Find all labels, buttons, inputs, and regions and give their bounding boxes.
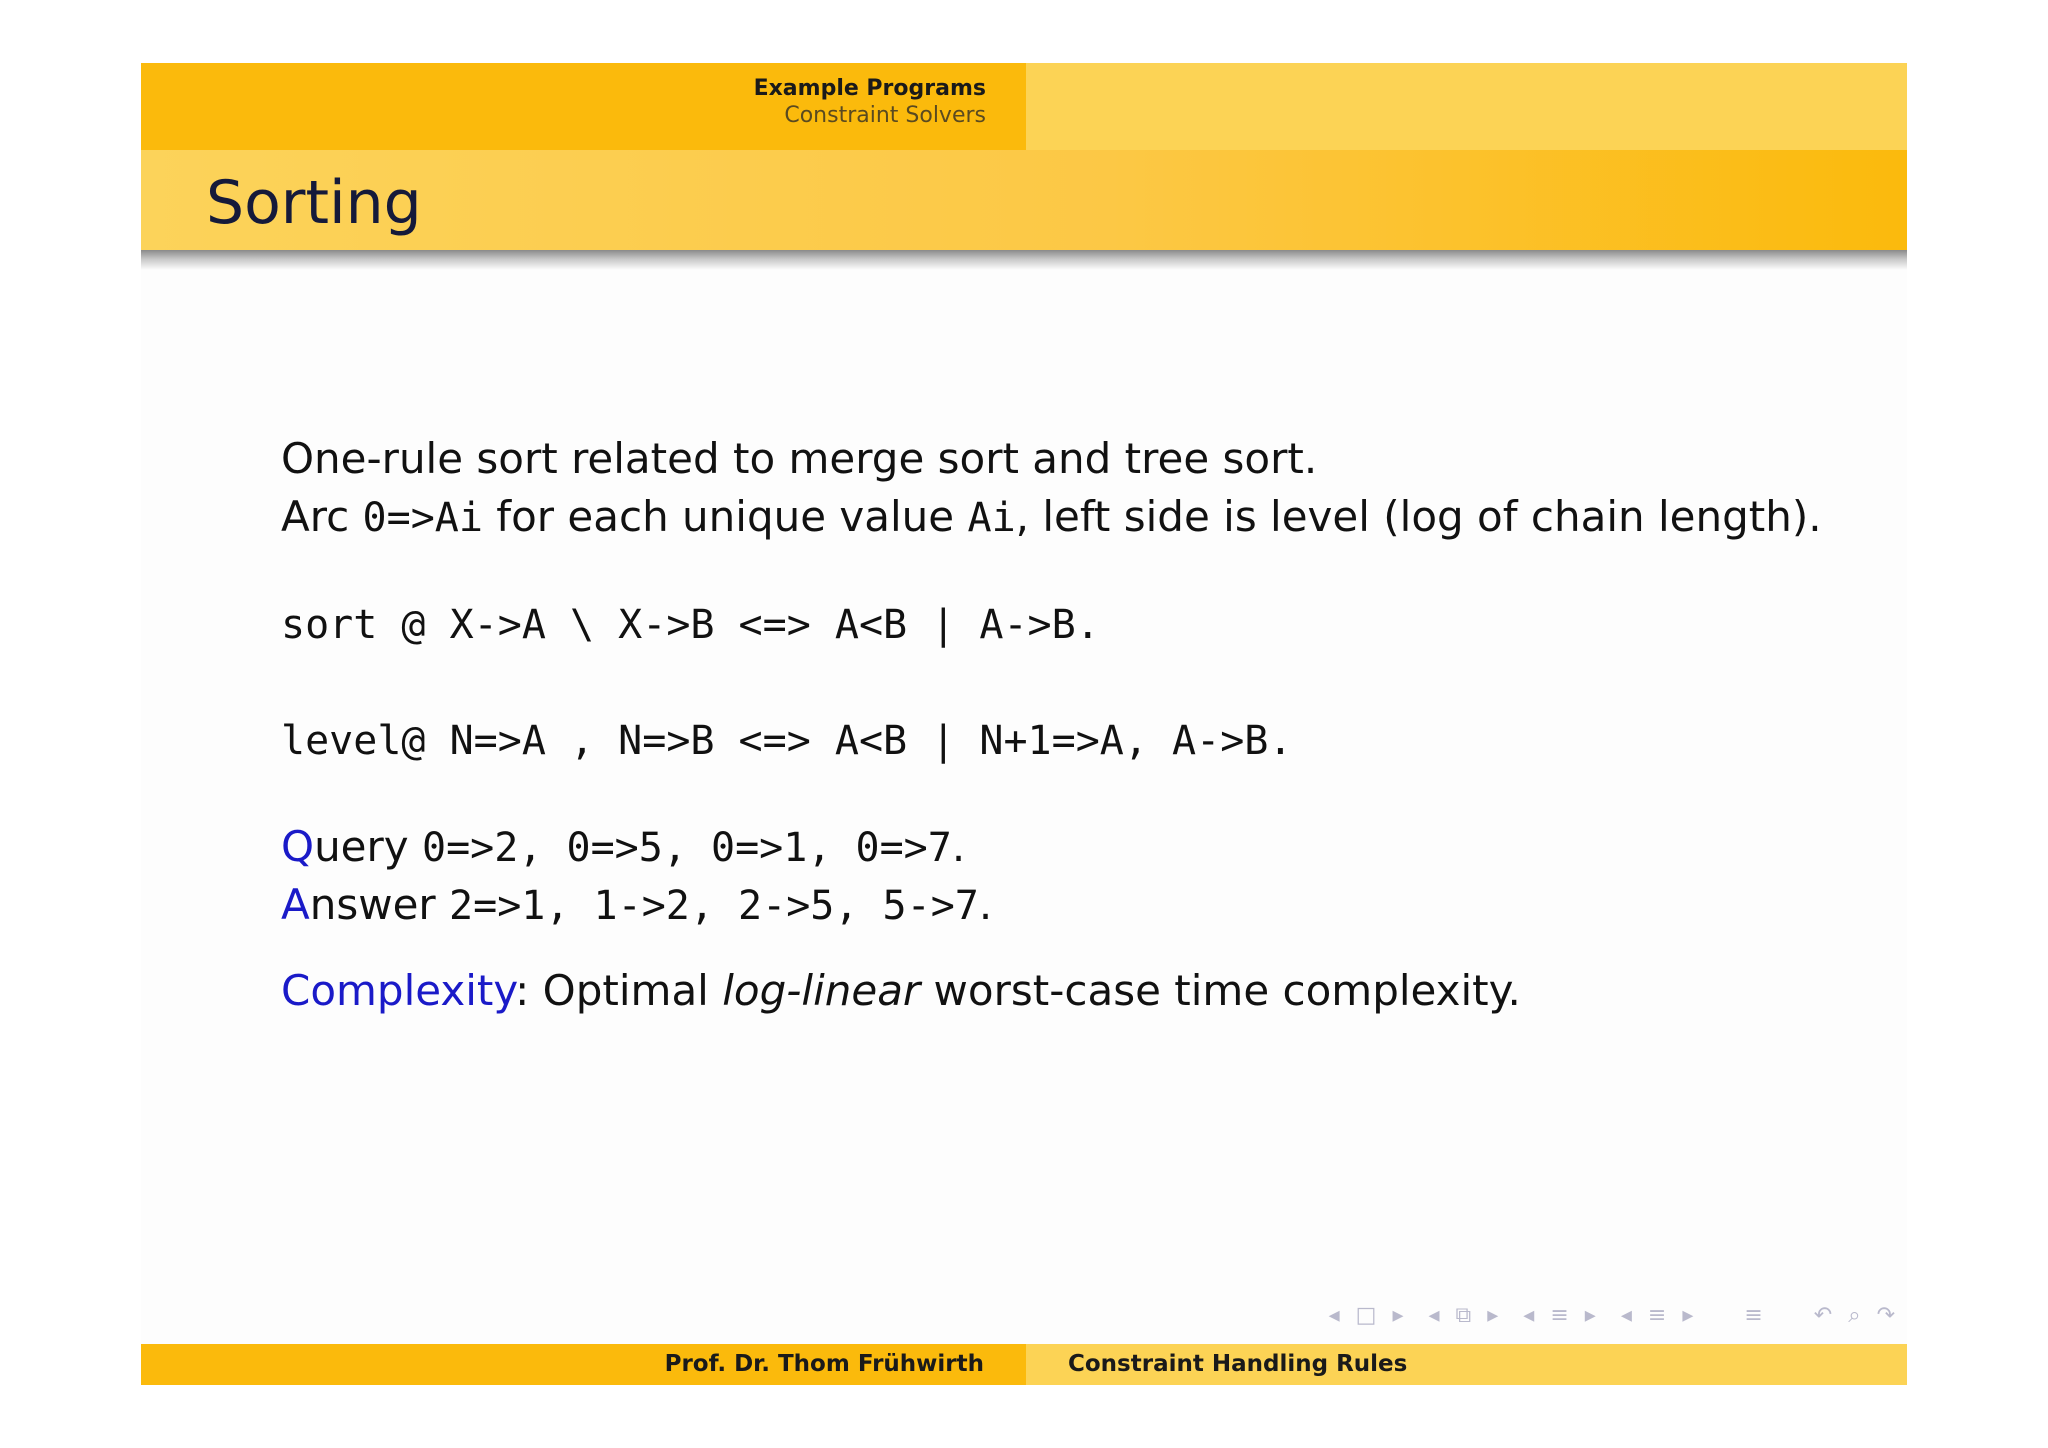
rule-level: level@ N=>A , N=>B <=> A<B | N+1=>A, A->B.: [281, 718, 1293, 764]
nav-next-icon[interactable]: ▸: [1487, 1303, 1501, 1328]
subsection-title: Constraint Solvers: [784, 103, 986, 128]
frame-title-bar: [141, 150, 1907, 250]
header-left-panel: [141, 63, 1026, 150]
nav-prev-icon[interactable]: ◂: [1620, 1303, 1634, 1328]
answer-code: 2=>1, 1->2, 2->5, 5->7: [449, 883, 979, 929]
complexity-colon: :: [515, 966, 530, 1015]
arc-text-2: for each unique value: [482, 492, 968, 541]
query-code: 0=>2, 0=>5, 0=>1, 0=>7: [422, 825, 952, 871]
header-right-panel: [1026, 63, 1907, 150]
nav-next-icon[interactable]: ▸: [1392, 1303, 1406, 1328]
navigation-bar: [1315, 1303, 1897, 1328]
footer-right-panel: [1026, 1344, 1907, 1385]
frame-icon[interactable]: □: [1355, 1303, 1379, 1328]
frame-title: Sorting: [206, 168, 422, 238]
footer-left-panel: [141, 1344, 1026, 1385]
slide: [141, 63, 1907, 1385]
answer-line: [281, 877, 992, 934]
answer-initial: A: [281, 880, 310, 929]
complexity-line: [281, 963, 1521, 1019]
answer-label: nswer: [309, 880, 450, 929]
query-end: .: [951, 822, 966, 871]
nav-prev-icon[interactable]: ◂: [1328, 1303, 1342, 1328]
complexity-post: worst-case time complexity.: [920, 966, 1521, 1015]
arc-code-1: 0=>Ai: [362, 495, 483, 541]
query-initial: Q: [281, 822, 315, 871]
query-line: [281, 819, 965, 876]
answer-end: .: [978, 880, 993, 929]
rule-sort: sort @ X->A \ X->B <=> A<B | A->B.: [281, 602, 1100, 648]
complexity-emph: log-linear: [722, 966, 921, 1015]
complexity-label: Complexity: [281, 966, 516, 1015]
footer-talk-title: Constraint Handling Rules: [1068, 1351, 1408, 1377]
footer-author: Prof. Dr. Thom Frühwirth: [664, 1351, 984, 1377]
search-icon[interactable]: ⌕: [1848, 1303, 1863, 1328]
nav-next-icon[interactable]: ▸: [1584, 1303, 1598, 1328]
toc-icon[interactable]: ≡: [1744, 1303, 1765, 1328]
query-label: uery: [314, 822, 409, 871]
redo-icon[interactable]: ↷: [1876, 1303, 1897, 1328]
nav-prev-icon[interactable]: ◂: [1523, 1303, 1537, 1328]
section-icon[interactable]: ≡: [1647, 1303, 1669, 1328]
intro-line: One-rule sort related to merge sort and tree sort.: [281, 434, 1318, 483]
section-title: Example Programs: [753, 76, 986, 101]
arc-text-3: , left side is level (log of chain length).: [1015, 492, 1822, 541]
title-shadow: [141, 250, 1907, 270]
nav-next-icon[interactable]: ▸: [1682, 1303, 1696, 1328]
complexity-pre: Optimal: [529, 966, 723, 1015]
nav-prev-icon[interactable]: ◂: [1428, 1303, 1442, 1328]
subsection-icon[interactable]: ≡: [1550, 1303, 1571, 1328]
undo-icon[interactable]: ↶: [1813, 1303, 1835, 1328]
slide-icon[interactable]: ⧉: [1455, 1303, 1474, 1328]
arc-code-2: Ai: [967, 495, 1016, 541]
arc-line: [281, 489, 1822, 546]
arc-text-1: Arc: [281, 492, 363, 541]
